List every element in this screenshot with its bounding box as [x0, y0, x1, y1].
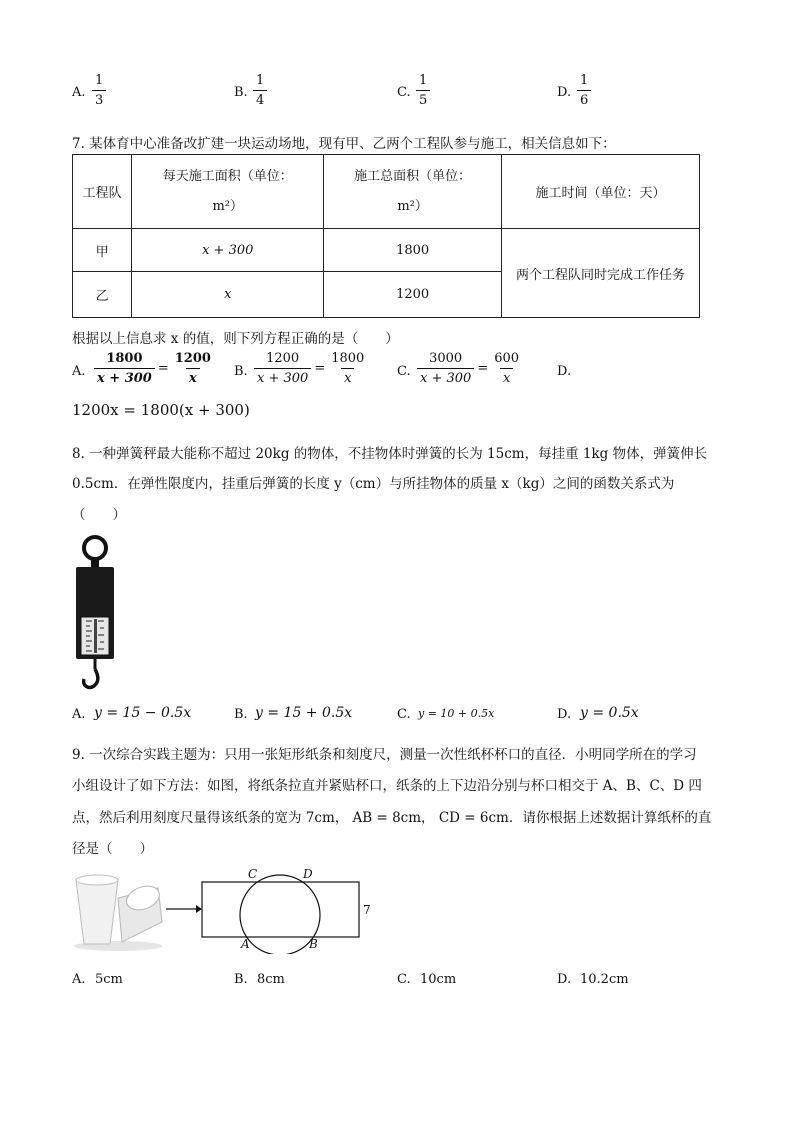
table-row-team: 乙 [73, 272, 132, 318]
q8-option-d-equation: y = 0.5x [580, 705, 639, 721]
q6-option-a-letter: A. [72, 85, 86, 100]
label-width: 7 [363, 903, 371, 917]
label-b: B [309, 937, 318, 951]
q7-info-table [72, 154, 700, 318]
q7-option-b-letter: B. [234, 364, 248, 379]
fraction: $\frac{1200}{x}$ [174, 351, 211, 386]
q6-option-c-fraction: $\frac{1}{5}$ [416, 74, 430, 107]
q6-option-c-letter: C. [397, 85, 411, 100]
equals-sign: = [314, 361, 326, 376]
cup-standing-rim [76, 875, 118, 885]
q6-option-a-fraction: $\frac{1}{3}$ [92, 74, 106, 107]
q7-option-d-equation: 1200x = 1800(x + 300) [72, 401, 250, 419]
table-header-total: 施工总面积（单位： m²） [324, 155, 502, 229]
q9-line-2: 小组设计了如下方法：如图，将纸条拉直并紧贴杯口，纸条的上下边沿分别与杯口相交于 A、B、C、D 四 [72, 778, 702, 794]
q9-option-b-value: 8cm [257, 972, 285, 987]
table-header-time: 施工时间（单位：天） [502, 155, 700, 229]
scale-ring [84, 537, 106, 559]
cup-rim-circle [240, 875, 320, 954]
paper-cups-image [72, 872, 164, 952]
q8-line-2: 0.5cm．在弹性限度内，挂重后弹簧的长度 y（cm）与所挂物体的质量 x（kg）之间的函数关系式为 [72, 476, 675, 492]
strip-circle-figure [160, 862, 380, 954]
q9-option-a-value: 5cm [95, 972, 123, 987]
q6-option-d-fraction: $\frac{1}{6}$ [577, 74, 591, 107]
q7-option-a-equation [94, 352, 214, 385]
table-row-team: 甲 [73, 229, 132, 272]
arrow-head [196, 905, 202, 913]
q8-line-1: 8. 一种弹簧秤最大能称不超过 20kg 的物体，不挂物体时弹簧的长为 15cm，每挂重 1kg 物体，弹簧伸长 [72, 446, 708, 462]
q6-option-b-letter: B. [234, 85, 248, 100]
q9-option-a-letter: A. [72, 972, 86, 987]
q7-option-b-equation [254, 352, 367, 385]
table-row-total: 1800 [324, 229, 502, 272]
q9-line-4: 径是（ ） [72, 841, 153, 857]
q7-stem: 7. 某体育中心准备改扩建一块运动场地，现有甲、乙两个工程队参与施工，相关信息如下： [72, 136, 616, 152]
q8-option-d-letter: D. [557, 707, 572, 722]
q7-option-d-letter: D. [557, 364, 572, 379]
fraction: $\frac{600}{x}$ [494, 351, 520, 386]
q9-option-d-value: 10.2cm [580, 972, 629, 987]
table-merged-time: 两个工程队同时完成工作任务 [502, 229, 700, 318]
spring-scale-image [70, 533, 120, 693]
label-d: D [303, 867, 313, 881]
q8-option-a-equation: y = 15 − 0.5x [94, 705, 192, 721]
q9-option-d-letter: D. [557, 972, 572, 987]
table-row-daily: x + 300 [132, 229, 324, 272]
fraction: $\frac{1800}{x}$ [331, 351, 365, 386]
q8-option-b-letter: B. [234, 707, 248, 722]
table-row-total: 1200 [324, 272, 502, 318]
q7-option-a-letter: A. [72, 364, 86, 379]
fraction: $\frac{1800}{x + 300}$ [94, 352, 155, 385]
q7-option-c-equation [417, 352, 522, 385]
q9-option-c-value: 10cm [420, 972, 457, 987]
q9-line-3: 点，然后利用刻度尺量得该纸条的宽为 7cm， AB = 8cm， CD = 6cm．请你根据上述数据计算纸杯的直 [72, 810, 712, 826]
q9-line-1: 9. 一次综合实践主题为：只用一张矩形纸条和刻度尺，测量一次性纸杯杯口的直径．小明同学所在的学习 [72, 747, 697, 763]
table-row-daily: x [132, 272, 324, 318]
q8-option-c-letter: C. [397, 707, 411, 722]
equals-sign: = [477, 361, 489, 376]
paper-strip [202, 882, 359, 937]
q9-option-c-letter: C. [397, 972, 411, 987]
scale-hook [84, 669, 98, 687]
q7-question: 根据以上信息求 x 的值，则下列方程正确的是（ ） [72, 331, 399, 347]
q6-option-b-fraction: $\frac{1}{4}$ [253, 74, 267, 107]
label-c: C [248, 867, 258, 881]
q8-option-b-equation: y = 15 + 0.5x [255, 705, 353, 721]
cup-standing [76, 880, 118, 944]
q7-option-c-letter: C. [397, 364, 411, 379]
scale-neck [91, 557, 99, 567]
label-a: A [241, 937, 250, 951]
table-header-team: 工程队 [73, 155, 132, 229]
fraction: $\frac{3000}{x + 300}$ [417, 352, 474, 385]
equals-sign: = [157, 361, 169, 376]
scale-indicator [94, 619, 97, 653]
table-header-daily: 每天施工面积（单位： m²） [132, 155, 324, 229]
q8-option-a-letter: A. [72, 707, 86, 722]
q6-option-d-letter: D. [557, 85, 572, 100]
q9-option-b-letter: B. [234, 972, 248, 987]
q8-line-3: （ ） [72, 507, 126, 523]
fraction: $\frac{1200}{x + 300}$ [254, 352, 311, 385]
q8-option-c-equation: y = 10 + 0.5x [418, 707, 495, 720]
